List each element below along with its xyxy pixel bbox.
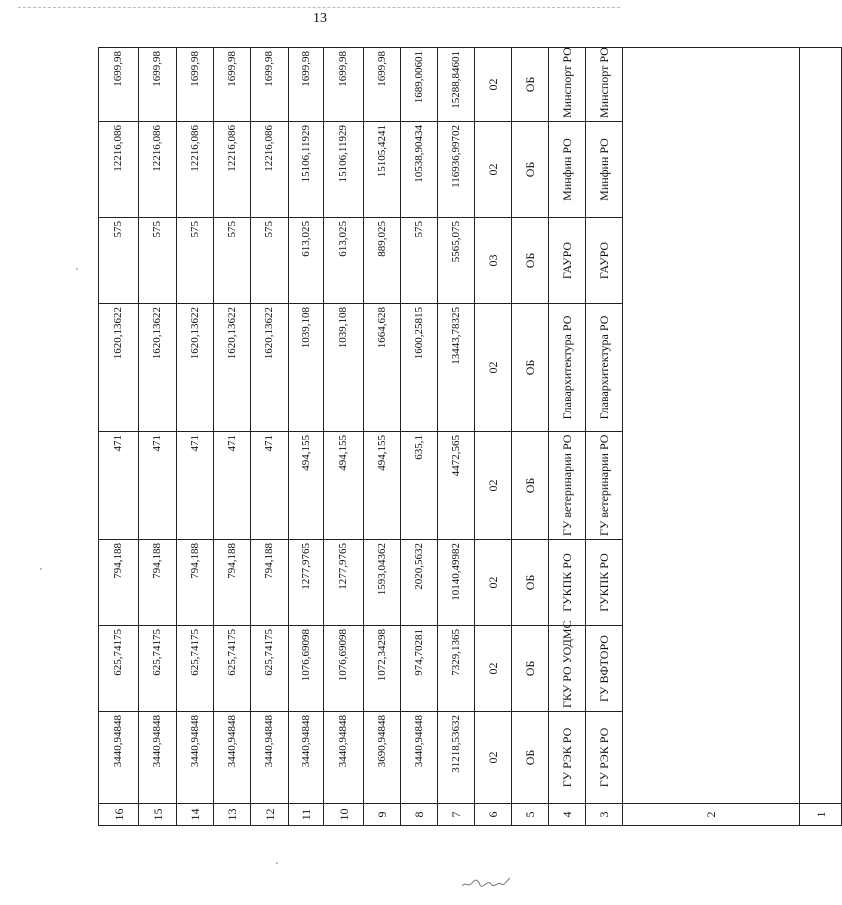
code-cell: 02	[475, 48, 512, 122]
budget-source-cell: ОБ	[512, 304, 549, 432]
value-cell: 1593,04362	[364, 540, 401, 626]
table-row	[549, 48, 586, 826]
budget-source-cell: ОБ	[512, 626, 549, 712]
budget-source-cell: ОБ	[512, 540, 549, 626]
value-cell: 794,188	[251, 540, 289, 626]
value-cell: 1620,13622	[139, 304, 177, 432]
value-cell: 1620,13622	[251, 304, 289, 432]
column-number-cell: 16	[99, 804, 139, 826]
value-cell: 494,155	[364, 432, 401, 540]
budget-source-cell: ОБ	[512, 122, 549, 218]
value-cell: 613,025	[324, 218, 364, 304]
value-cell: 3440,94848	[99, 712, 139, 804]
table-row	[586, 48, 623, 826]
value-cell: 974,70281	[401, 626, 438, 712]
budget-source-cell: ОБ	[512, 712, 549, 804]
value-cell: 794,188	[139, 540, 177, 626]
value-cell: 494,155	[324, 432, 364, 540]
value-cell: 1699,98	[139, 48, 177, 122]
table-row	[99, 48, 139, 826]
executor-label: ГУ РЭК РО	[586, 712, 623, 804]
participant-label: ГКУ РО УОДМС	[549, 626, 586, 712]
value-cell: 471	[177, 432, 214, 540]
value-cell: 12216,086	[99, 122, 139, 218]
column-number-cell: 4	[549, 804, 586, 826]
column-number-cell: 5	[512, 804, 549, 826]
budget-source-cell: ОБ	[512, 432, 549, 540]
table-row	[177, 48, 214, 826]
page-number: 13	[313, 11, 327, 26]
value-cell: 1039,108	[324, 304, 364, 432]
code-cell: 02	[475, 432, 512, 540]
column-number-cell: 3	[586, 804, 623, 826]
value-cell: 3440,94848	[401, 712, 438, 804]
column-number-cell: 14	[177, 804, 214, 826]
value-cell: 471	[214, 432, 251, 540]
participant-label: Главархитектура РО	[549, 304, 586, 432]
code-cell: 02	[475, 122, 512, 218]
empty-cell-col2	[623, 48, 800, 804]
budget-table	[98, 47, 842, 826]
value-cell: 1620,13622	[99, 304, 139, 432]
value-cell: 3690,94848	[364, 712, 401, 804]
value-cell: 1600,25815	[401, 304, 438, 432]
value-cell: 575	[214, 218, 251, 304]
value-cell: 12216,086	[139, 122, 177, 218]
value-cell: 12216,086	[214, 122, 251, 218]
value-cell: 2020,5632	[401, 540, 438, 626]
value-cell: 1699,98	[251, 48, 289, 122]
participant-label: Минспорт РО	[549, 48, 586, 122]
executor-label: ГУ ВФТОРО	[586, 626, 623, 712]
participant-label: ГУ ветеринарии РО	[549, 432, 586, 540]
value-cell: 31218,53632	[438, 712, 475, 804]
executor-label: Минфин РО	[586, 122, 623, 218]
value-cell: 15288,84601	[438, 48, 475, 122]
value-cell: 12216,086	[177, 122, 214, 218]
code-cell: 02	[475, 712, 512, 804]
value-cell: 625,74175	[139, 626, 177, 712]
table-row	[401, 48, 438, 826]
value-cell: 1699,98	[99, 48, 139, 122]
value-cell: 15105,4241	[364, 122, 401, 218]
column-number-cell: 8	[401, 804, 438, 826]
column-number-cell: 9	[364, 804, 401, 826]
table-row	[324, 48, 364, 826]
executor-label: ГУКПК РО	[586, 540, 623, 626]
value-cell: 575	[401, 218, 438, 304]
table-row	[251, 48, 289, 826]
value-cell: 575	[99, 218, 139, 304]
budget-source-cell: ОБ	[512, 218, 549, 304]
table-row	[438, 48, 475, 826]
value-cell: 1072,34298	[364, 626, 401, 712]
value-cell: 1689,00601	[401, 48, 438, 122]
code-cell: 03	[475, 218, 512, 304]
value-cell: 12216,086	[251, 122, 289, 218]
column-number-cell: 11	[289, 804, 324, 826]
value-cell: 625,74175	[251, 626, 289, 712]
value-cell: 1699,98	[177, 48, 214, 122]
table-row	[512, 48, 549, 826]
value-cell: 575	[139, 218, 177, 304]
executor-label: Главархитектура РО	[586, 304, 623, 432]
budget-source-cell: ОБ	[512, 48, 549, 122]
executor-label: ГАУРО	[586, 218, 623, 304]
table-row	[139, 48, 177, 826]
executor-label: ГУ ветеринарии РО	[586, 432, 623, 540]
value-cell: 4472,565	[438, 432, 475, 540]
value-cell: 3440,94848	[251, 712, 289, 804]
rotated-table-sheet	[98, 47, 828, 826]
value-cell: 3440,94848	[289, 712, 324, 804]
value-cell: 1277,9765	[324, 540, 364, 626]
table-row	[289, 48, 324, 826]
value-cell: 1699,98	[324, 48, 364, 122]
value-cell: 471	[99, 432, 139, 540]
table-row	[475, 48, 512, 826]
value-cell: 794,188	[214, 540, 251, 626]
participant-label: ГУ РЭК РО	[549, 712, 586, 804]
value-cell: 1076,69098	[289, 626, 324, 712]
value-cell: 116936,99702	[438, 122, 475, 218]
code-cell: 02	[475, 540, 512, 626]
page-top-rule	[18, 7, 620, 8]
value-cell: 575	[251, 218, 289, 304]
value-cell: 625,74175	[214, 626, 251, 712]
scan-speck	[276, 862, 278, 864]
column-number-cell: 2	[623, 804, 800, 826]
value-cell: 3440,94848	[177, 712, 214, 804]
value-cell: 794,188	[99, 540, 139, 626]
value-cell: 13443,78325	[438, 304, 475, 432]
value-cell: 1699,98	[289, 48, 324, 122]
value-cell: 1699,98	[214, 48, 251, 122]
column-number-cell: 1	[800, 804, 842, 826]
value-cell: 1039,108	[289, 304, 324, 432]
table-row	[623, 48, 800, 826]
value-cell: 625,74175	[177, 626, 214, 712]
column-number-cell: 13	[214, 804, 251, 826]
value-cell: 1620,13622	[214, 304, 251, 432]
empty-cell-col1	[800, 48, 842, 804]
value-cell: 625,74175	[99, 626, 139, 712]
value-cell: 1277,9765	[289, 540, 324, 626]
value-cell: 1620,13622	[177, 304, 214, 432]
value-cell: 575	[177, 218, 214, 304]
value-cell: 794,188	[177, 540, 214, 626]
value-cell: 3440,94848	[139, 712, 177, 804]
participant-label: ГАУРО	[549, 218, 586, 304]
table-row	[214, 48, 251, 826]
code-cell: 02	[475, 626, 512, 712]
value-cell: 494,155	[289, 432, 324, 540]
handwritten-mark-icon	[460, 872, 512, 890]
table-row	[364, 48, 401, 826]
value-cell: 15106,11929	[289, 122, 324, 218]
value-cell: 471	[139, 432, 177, 540]
value-cell: 10538,90434	[401, 122, 438, 218]
value-cell: 613,025	[289, 218, 324, 304]
participant-label: Минфин РО	[549, 122, 586, 218]
code-cell: 02	[475, 304, 512, 432]
column-number-cell: 7	[438, 804, 475, 826]
column-number-cell: 10	[324, 804, 364, 826]
value-cell: 1664,628	[364, 304, 401, 432]
column-number-cell: 15	[139, 804, 177, 826]
participant-label: ГУКПК РО	[549, 540, 586, 626]
value-cell: 15106,11929	[324, 122, 364, 218]
value-cell: 1076,69098	[324, 626, 364, 712]
value-cell: 3440,94848	[324, 712, 364, 804]
column-number-cell: 6	[475, 804, 512, 826]
scan-speck	[76, 268, 78, 270]
table-row	[800, 48, 842, 826]
column-number-cell: 12	[251, 804, 289, 826]
value-cell: 1699,98	[364, 48, 401, 122]
value-cell: 7329,1365	[438, 626, 475, 712]
value-cell: 10140,49982	[438, 540, 475, 626]
value-cell: 5565,075	[438, 218, 475, 304]
value-cell: 635,1	[401, 432, 438, 540]
scan-speck	[40, 568, 42, 570]
value-cell: 3440,94848	[214, 712, 251, 804]
value-cell: 471	[251, 432, 289, 540]
executor-label: Минспорт РО	[586, 48, 623, 122]
value-cell: 889,025	[364, 218, 401, 304]
